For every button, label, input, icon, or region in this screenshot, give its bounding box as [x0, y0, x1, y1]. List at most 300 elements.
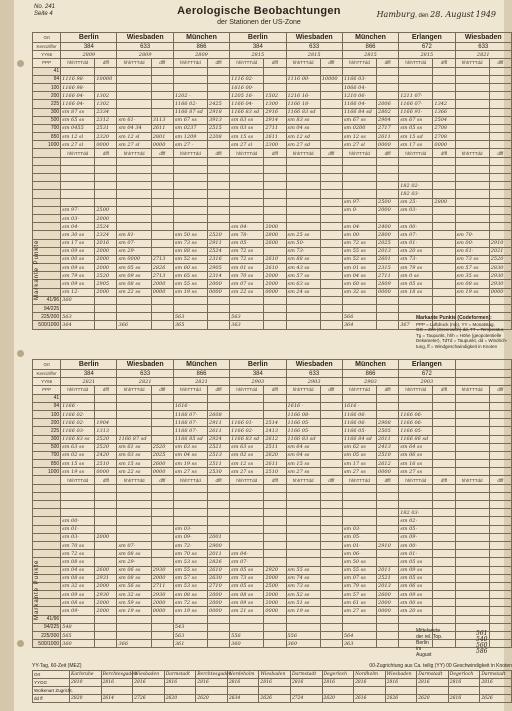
- table-row: [33, 231, 512, 239]
- obs-cell: sm 29·: [117, 247, 151, 255]
- drift-cell: 2816: [290, 679, 322, 687]
- yy-label: YY66: [33, 378, 61, 386]
- obs-cell: 1300: [264, 100, 286, 108]
- obs-cell: [377, 83, 399, 91]
- table-row: [33, 460, 512, 468]
- obs-cell: [151, 525, 173, 533]
- obs-cell: sm 19 ss: [173, 288, 207, 296]
- obs-cell: [173, 615, 207, 623]
- obs-cell: 2610: [264, 264, 286, 272]
- obs-cell: sm 17 ss: [342, 460, 376, 468]
- level-label: 41: [33, 67, 61, 75]
- level-label: [33, 484, 61, 492]
- obs-cell: [399, 214, 433, 222]
- col-head: dfff: [264, 386, 286, 394]
- obs-cell: sm 27 sl: [61, 141, 95, 149]
- obs-cell: sm 07 ss: [230, 280, 264, 288]
- station-time: 2809: [61, 51, 117, 59]
- col-head: hhhTTTdd: [117, 386, 151, 394]
- obs-cell: sm 52 ss: [173, 255, 207, 263]
- obs-cell: [489, 394, 511, 402]
- drift-cell: 2816: [164, 679, 196, 687]
- obs-cell: sm 08 ss: [173, 591, 207, 599]
- obs-cell: sm 53 ss: [173, 558, 207, 566]
- obs-cell: [489, 615, 511, 623]
- obs-cell: sm 04 ss: [173, 451, 207, 459]
- col-head: hhhTTTdd: [117, 149, 151, 157]
- obs-cell: [117, 402, 151, 410]
- drift-cell: Wiesbaden: [385, 671, 417, 679]
- obs-cell: 1616 ·: [286, 402, 320, 410]
- obs-cell: [264, 165, 286, 173]
- obs-cell: [433, 182, 455, 190]
- obs-cell: sm 50 ss: [342, 558, 376, 566]
- obs-cell: sm 08 ss: [61, 599, 95, 607]
- obs-cell: [230, 198, 264, 206]
- obs-cell: [489, 116, 511, 124]
- obs-cell: [320, 100, 342, 108]
- obs-cell: [377, 402, 399, 410]
- obs-cell: [489, 623, 511, 631]
- obs-cell: [151, 108, 173, 116]
- obs-cell: 361: [173, 640, 207, 648]
- obs-cell: [264, 501, 286, 509]
- obs-cell: 1166 05·: [342, 427, 376, 435]
- obs-cell: [264, 558, 286, 566]
- obs-cell: sm 01 ss: [230, 264, 264, 272]
- obs-cell: [117, 100, 151, 108]
- obs-cell: 563: [173, 313, 207, 321]
- obs-cell: [342, 615, 376, 623]
- obs-cell: [320, 67, 342, 75]
- obs-cell: sm 25·: [399, 198, 433, 206]
- obs-cell: [489, 558, 511, 566]
- obs-cell: [286, 157, 320, 165]
- obs-cell: sm 00·: [399, 223, 433, 231]
- drift-cell: 2626: [385, 695, 417, 703]
- obs-cell: [489, 632, 511, 640]
- obs-cell: [264, 214, 286, 222]
- obs-cell: [264, 174, 286, 182]
- col-head: dfff: [320, 476, 342, 484]
- obs-cell: 2520: [489, 255, 511, 263]
- obs-cell: [230, 165, 264, 173]
- obs-cell: sm 15 ss: [286, 460, 320, 468]
- obs-cell: sm 79 ss: [61, 272, 95, 280]
- obs-cell: [342, 67, 376, 75]
- obs-cell: 1166 07·: [173, 419, 207, 427]
- obs-cell: [320, 214, 342, 222]
- obs-cell: 360: [230, 640, 264, 648]
- obs-cell: 2911: [208, 239, 230, 247]
- obs-cell: 2904: [377, 116, 399, 124]
- obs-cell: 1166 85 sd: [173, 435, 207, 443]
- obs-cell: [208, 484, 230, 492]
- drift-cell: [227, 687, 259, 695]
- obs-cell: [173, 83, 207, 91]
- obs-cell: [117, 484, 151, 492]
- drift-cell: Degerloch: [448, 671, 480, 679]
- col-head: hhhTTTdd: [173, 59, 207, 67]
- obs-cell: [320, 264, 342, 272]
- obs-cell: [455, 468, 489, 476]
- table-row: [33, 288, 512, 296]
- obs-cell: 2608: [208, 410, 230, 418]
- obs-cell: [320, 451, 342, 459]
- obs-cell: [342, 165, 376, 173]
- obs-cell: [455, 124, 489, 132]
- table-row: [33, 419, 512, 427]
- obs-cell: [377, 558, 399, 566]
- obs-cell: 2000: [151, 280, 173, 288]
- obs-cell: 182 03·: [399, 509, 433, 517]
- obs-cell: 1166 07·: [173, 427, 207, 435]
- obs-cell: [151, 517, 173, 525]
- obs-cell: [95, 501, 117, 509]
- obs-cell: [489, 231, 511, 239]
- obs-cell: [455, 443, 489, 451]
- level-label: [33, 492, 61, 500]
- obs-cell: [320, 484, 342, 492]
- obs-cell: [320, 558, 342, 566]
- obs-cell: [377, 492, 399, 500]
- obs-cell: 0000: [151, 288, 173, 296]
- drift-cell: Berchtesgaden: [197, 672, 232, 677]
- obs-cell: [489, 484, 511, 492]
- obs-cell: [208, 615, 230, 623]
- obs-cell: sm 63 ss: [230, 116, 264, 124]
- obs-cell: [286, 509, 320, 517]
- obs-cell: [433, 206, 455, 214]
- obs-cell: [489, 296, 511, 304]
- obs-cell: [95, 321, 117, 329]
- obs-cell: [264, 313, 286, 321]
- table-row: [33, 410, 512, 418]
- obs-cell: [95, 492, 117, 500]
- obs-cell: [433, 75, 455, 83]
- station-time: 2809: [117, 51, 173, 59]
- obs-cell: [95, 484, 117, 492]
- obs-cell: [433, 157, 455, 165]
- obs-cell: 563: [61, 313, 95, 321]
- obs-cell: 1166 06·: [342, 419, 376, 427]
- obs-cell: [455, 402, 489, 410]
- table-row: [33, 83, 512, 91]
- level-label: [33, 501, 61, 509]
- obs-cell: sm 06 ss: [399, 451, 433, 459]
- obs-cell: 556: [230, 632, 264, 640]
- obs-cell: [117, 313, 151, 321]
- obs-cell: [455, 141, 489, 149]
- obs-cell: [208, 198, 230, 206]
- obs-cell: [489, 419, 511, 427]
- obs-cell: [95, 509, 117, 517]
- obs-cell: [489, 517, 511, 525]
- obs-cell: [95, 517, 117, 525]
- col-head: dfff: [95, 386, 117, 394]
- obs-cell: [173, 206, 207, 214]
- table-row: [33, 272, 512, 280]
- obs-cell: [342, 157, 376, 165]
- ort-label: Ort: [33, 360, 61, 370]
- obs-cell: [455, 223, 489, 231]
- obs-cell: [433, 402, 455, 410]
- table-row: [33, 75, 512, 83]
- obs-cell: [399, 174, 433, 182]
- table-row: [33, 501, 512, 509]
- obs-cell: [117, 92, 151, 100]
- obs-cell: [264, 492, 286, 500]
- level-label: 94/225: [33, 623, 61, 631]
- obs-cell: 3913: [208, 116, 230, 124]
- station-time: 2821: [61, 378, 117, 386]
- obs-cell: 2000: [95, 607, 117, 615]
- level-label: [33, 198, 61, 206]
- level-label: [33, 476, 61, 484]
- obs-cell: [208, 632, 230, 640]
- obs-cell: [264, 305, 286, 313]
- obs-cell: [264, 182, 286, 190]
- row-label: Ort: [33, 671, 70, 679]
- obs-cell: 2521: [377, 574, 399, 582]
- obs-cell: 0000: [151, 141, 173, 149]
- obs-cell: [320, 435, 342, 443]
- obs-cell: [320, 427, 342, 435]
- obs-cell: [433, 443, 455, 451]
- obs-cell: [320, 517, 342, 525]
- obs-cell: [342, 517, 376, 525]
- obs-cell: [433, 509, 455, 517]
- obs-cell: 2510: [264, 468, 286, 476]
- obs-cell: [399, 296, 433, 304]
- obs-cell: sm 15 ss: [230, 133, 264, 141]
- obs-cell: 2908: [377, 419, 399, 427]
- obs-cell: [489, 92, 511, 100]
- level-label: 300: [33, 435, 61, 443]
- obs-cell: 2000: [264, 272, 286, 280]
- level-label: 100: [33, 410, 61, 418]
- col-head: hhhTTTdd: [117, 476, 151, 484]
- col-head: hhhTTTdd: [286, 476, 320, 484]
- obs-cell: sm 03 ss: [230, 124, 264, 132]
- obs-cell: 1066 04·: [342, 83, 376, 91]
- col-head: dfff: [489, 476, 511, 484]
- obs-cell: sm 12 ss: [342, 133, 376, 141]
- obs-cell: [320, 582, 342, 590]
- obs-cell: sm 00 ss: [61, 255, 95, 263]
- monthly-means: Mittelwerte der rel. Top. Berlin im August 561 540 560 586: [416, 628, 488, 658]
- obs-cell: [377, 640, 399, 648]
- obs-cell: [455, 435, 489, 443]
- obs-cell: [342, 190, 376, 198]
- obs-cell: [264, 75, 286, 83]
- obs-cell: [151, 239, 173, 247]
- table-row: [33, 435, 512, 443]
- ppp-label: PPP: [33, 59, 61, 67]
- obs-cell: [151, 623, 173, 631]
- table-row: [33, 574, 512, 582]
- obs-cell: sm 0·: [342, 206, 376, 214]
- obs-cell: sm 12 sl: [117, 133, 151, 141]
- obs-cell: [342, 394, 376, 402]
- obs-cell: [208, 492, 230, 500]
- obs-cell: sm 08 ss: [455, 280, 489, 288]
- obs-cell: [489, 468, 511, 476]
- obs-cell: 2000: [264, 591, 286, 599]
- obs-cell: [95, 198, 117, 206]
- obs-cell: [433, 264, 455, 272]
- level-label: 200: [33, 92, 61, 100]
- obs-cell: [117, 410, 151, 418]
- obs-cell: sm 70·: [455, 231, 489, 239]
- obs-cell: [173, 223, 207, 231]
- obs-cell: [61, 157, 95, 165]
- col-head: hhhTTTdd: [173, 386, 207, 394]
- obs-cell: 2600: [377, 591, 399, 599]
- obs-cell: 566: [342, 313, 376, 321]
- level-label: [33, 517, 61, 525]
- obs-cell: 2000: [95, 264, 117, 272]
- obs-cell: 2400: [377, 223, 399, 231]
- obs-cell: sm 12·: [61, 288, 95, 296]
- obs-cell: [377, 517, 399, 525]
- obs-cell: [230, 206, 264, 214]
- obs-cell: sm 73 ss: [286, 582, 320, 590]
- obs-cell: [399, 492, 433, 500]
- obs-cell: 2601: [377, 255, 399, 263]
- station-number: 633: [455, 43, 511, 51]
- obs-cell: [117, 427, 151, 435]
- drift-cell: 2816: [133, 679, 165, 687]
- obs-cell: [95, 615, 117, 623]
- level-label: 225/300: [33, 313, 61, 321]
- obs-cell: [377, 75, 399, 83]
- obs-cell: sm 50 ss: [173, 231, 207, 239]
- obs-cell: sm 63 ss: [61, 443, 95, 451]
- obs-cell: 2612: [264, 435, 286, 443]
- obs-cell: 1166 87 sd: [173, 108, 207, 116]
- obs-cell: [208, 141, 230, 149]
- obs-cell: [208, 394, 230, 402]
- level-label: 41/96: [33, 615, 61, 623]
- obs-cell: [489, 165, 511, 173]
- station-name: Wiesbaden: [117, 33, 173, 43]
- drift-cell: Darmstadt: [290, 671, 322, 679]
- obs-cell: 2530: [208, 468, 230, 476]
- col-head: dfff: [151, 476, 173, 484]
- obs-cell: 1166 08·: [286, 410, 320, 418]
- obs-cell: [320, 468, 342, 476]
- obs-cell: 2930: [95, 591, 117, 599]
- obs-cell: sm 78·: [230, 231, 264, 239]
- level-label: [33, 525, 61, 533]
- obs-cell: [489, 190, 511, 198]
- level-label: 225: [33, 100, 61, 108]
- kennziffer-label: Kennziffer: [33, 43, 61, 51]
- drift-cell: Degerloch: [322, 671, 354, 679]
- level-label: 94: [33, 402, 61, 410]
- obs-cell: [208, 313, 230, 321]
- obs-cell: sm 04 ss: [61, 566, 95, 574]
- obs-cell: [433, 599, 455, 607]
- level-label: 100: [33, 83, 61, 91]
- table-row: [33, 214, 512, 222]
- obs-cell: 2612: [377, 460, 399, 468]
- obs-cell: [433, 174, 455, 182]
- obs-cell: 548: [61, 623, 95, 631]
- obs-cell: [399, 165, 433, 173]
- col-head: dfff: [208, 386, 230, 394]
- obs-cell: 1166 91·: [399, 108, 433, 116]
- table-row: [33, 100, 512, 108]
- obs-cell: sm 27 ss: [230, 468, 264, 476]
- obs-cell: [433, 272, 455, 280]
- obs-cell: [342, 174, 376, 182]
- obs-cell: 2802: [377, 108, 399, 116]
- obs-cell: [489, 174, 511, 182]
- station-number: 866: [173, 43, 229, 51]
- obs-cell: [320, 501, 342, 509]
- obs-cell: [377, 533, 399, 541]
- table-row: [33, 525, 512, 533]
- level-label: 300: [33, 108, 61, 116]
- obs-cell: [117, 419, 151, 427]
- obs-cell: [173, 182, 207, 190]
- obs-cell: [489, 550, 511, 558]
- drift-cell: Nordholm: [354, 671, 386, 679]
- obs-cell: [377, 550, 399, 558]
- obs-cell: [489, 533, 511, 541]
- obs-cell: sm 07·: [117, 541, 151, 549]
- col-head: hhhTTTdd: [117, 59, 151, 67]
- station-time: 2809: [173, 51, 229, 59]
- table-row: [33, 206, 512, 214]
- obs-cell: [61, 484, 95, 492]
- table-row: [33, 124, 512, 132]
- obs-cell: 2016: [95, 239, 117, 247]
- obs-cell: [455, 419, 489, 427]
- obs-cell: 1210 06·: [342, 92, 376, 100]
- obs-cell: 2320: [95, 133, 117, 141]
- obs-cell: [320, 190, 342, 198]
- obs-cell: sm 63 ss: [286, 280, 320, 288]
- obs-cell: sm 51 ss: [286, 599, 320, 607]
- obs-cell: sm 70 ss: [230, 272, 264, 280]
- obs-cell: [489, 541, 511, 549]
- obs-cell: [208, 190, 230, 198]
- obs-cell: [489, 574, 511, 582]
- table-row: [33, 550, 512, 558]
- obs-cell: [320, 247, 342, 255]
- col-head: hhhTTTdd: [230, 476, 264, 484]
- drift-cell: Nordeholm: [227, 671, 259, 679]
- obs-cell: [320, 182, 342, 190]
- obs-cell: [264, 402, 286, 410]
- obs-cell: [489, 198, 511, 206]
- obs-cell: sm 04·: [230, 550, 264, 558]
- table-row: [33, 484, 512, 492]
- obs-cell: 2916: [264, 108, 286, 116]
- obs-cell: [208, 214, 230, 222]
- obs-cell: 1166 06·: [399, 410, 433, 418]
- station-name: Erlangen: [399, 33, 455, 43]
- obs-cell: [230, 402, 264, 410]
- obs-cell: sm 09·: [173, 533, 207, 541]
- obs-cell: 0000: [264, 288, 286, 296]
- table-row: [33, 108, 512, 116]
- obs-cell: sm 67 ss: [399, 116, 433, 124]
- obs-cell: [433, 427, 455, 435]
